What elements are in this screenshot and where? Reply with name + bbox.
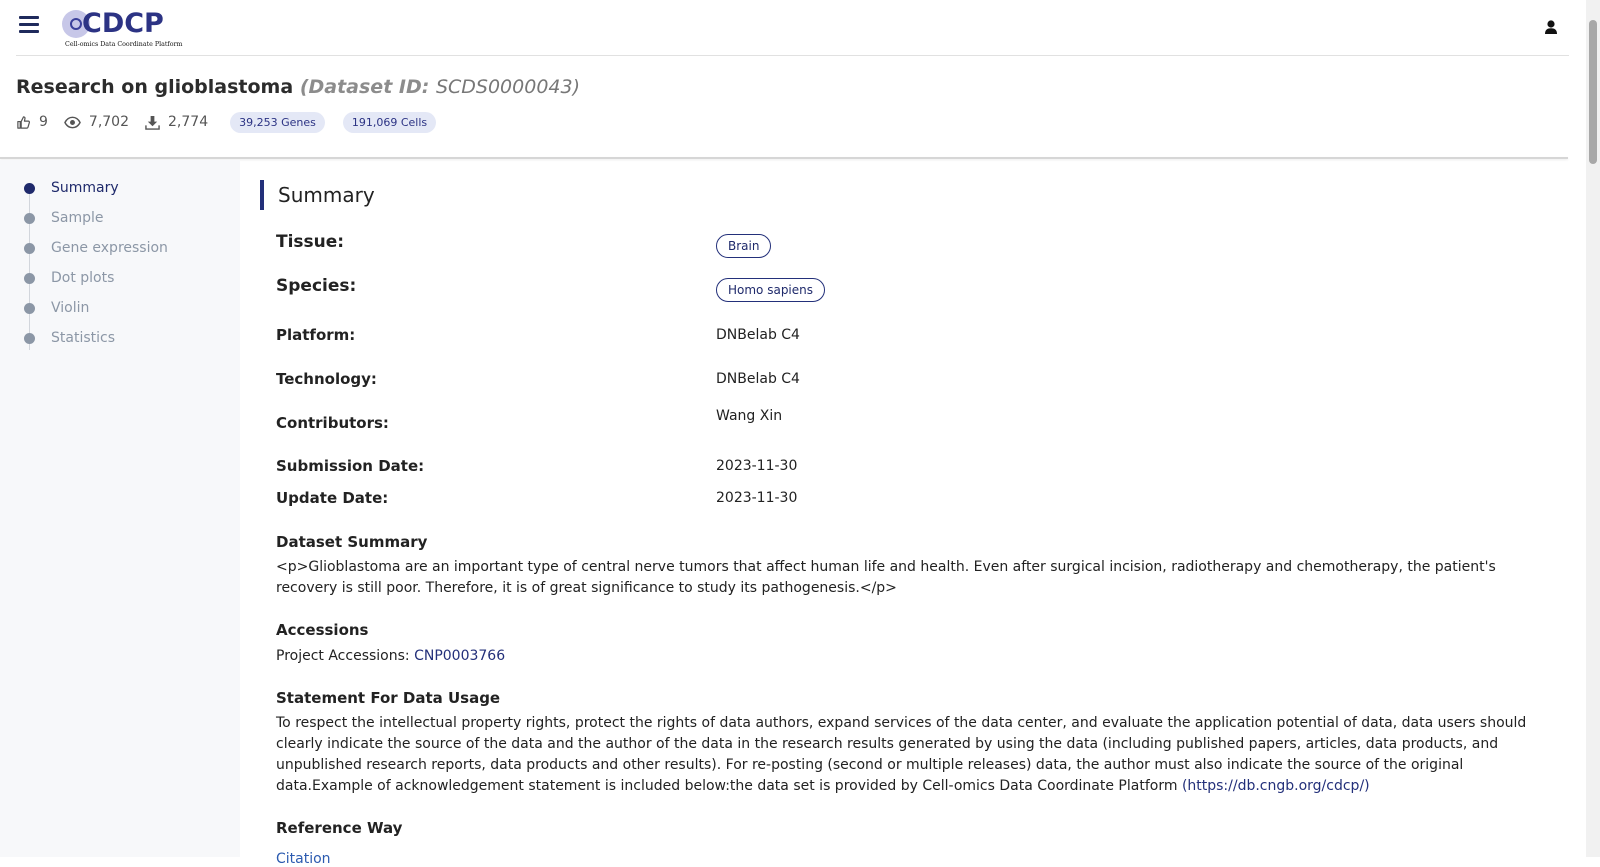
sidebar-item-summary[interactable] bbox=[24, 177, 119, 199]
sidebar-item-sample[interactable] bbox=[24, 207, 104, 229]
dataset-title: Research on glioblastoma bbox=[16, 76, 294, 98]
platform-label: Platform: bbox=[276, 326, 356, 344]
sidebar-item-violin[interactable] bbox=[24, 297, 89, 319]
thumbs-up-icon bbox=[16, 115, 31, 130]
statement-title: Statement For Data Usage bbox=[276, 689, 501, 707]
main-content bbox=[260, 160, 1550, 867]
dataset-id-label: (Dataset ID: bbox=[299, 76, 430, 98]
logo-text: CDCP bbox=[82, 8, 164, 39]
bullet-icon bbox=[24, 303, 35, 314]
dataset-summary-title: Dataset Summary bbox=[276, 533, 428, 551]
sidebar-item-label: Violin bbox=[51, 300, 90, 316]
scrollbar[interactable] bbox=[1586, 0, 1600, 857]
reference-way-title: Reference Way bbox=[276, 819, 403, 837]
technology-value: DNBelab C4 bbox=[716, 371, 800, 387]
sidebar-item-label: Statistics bbox=[51, 330, 115, 346]
sidebar-item-gene-expression[interactable] bbox=[24, 237, 168, 259]
sidebar bbox=[0, 160, 240, 857]
project-accession-link[interactable]: CNP0003766 bbox=[414, 648, 506, 664]
dataset-id-value: SCDS0000043) bbox=[435, 76, 581, 98]
hamburger-menu-icon[interactable] bbox=[17, 16, 41, 38]
likes-stat[interactable] bbox=[16, 114, 48, 130]
page-title bbox=[16, 76, 580, 98]
header-divider bbox=[0, 157, 1568, 159]
citation-link[interactable]: Citation bbox=[276, 851, 331, 867]
sidebar-item-label: Sample bbox=[51, 210, 104, 226]
statement-text bbox=[276, 713, 1546, 797]
update-date-label: Update Date: bbox=[276, 489, 389, 507]
project-accessions-label: Project Accessions: bbox=[276, 648, 410, 664]
species-label: Species: bbox=[276, 276, 357, 296]
bullet-icon bbox=[24, 183, 35, 194]
statement-body: To respect the intellectual property rights, protect the rights of data authors, expand services of the data center, and evaluate the application potential of data, data users should clearly indicate the source of the data and the author of the data in the research results generated by using the data (including published papers, articles, data products, and unpublished research reports, data products and other results). For re-posting (second or multiple releases) data, the author must also indicate the source of the original data.Example of acknowledgement statement is included below:the data set is provided by Cell-omics Data Coordinate Platform bbox=[276, 715, 1527, 794]
sidebar-item-label: Gene expression bbox=[51, 240, 168, 256]
project-accessions bbox=[276, 646, 1546, 667]
sidebar-item-label: Dot plots bbox=[51, 270, 115, 286]
species-tag[interactable]: Homo sapiens bbox=[716, 278, 825, 302]
bullet-icon bbox=[24, 273, 35, 284]
sidebar-item-label: Summary bbox=[51, 180, 119, 196]
scrollbar-thumb[interactable] bbox=[1589, 20, 1597, 164]
contributors-label: Contributors: bbox=[276, 414, 389, 432]
platform-value: DNBelab C4 bbox=[716, 327, 800, 343]
eye-icon bbox=[64, 115, 81, 130]
submission-date-label: Submission Date: bbox=[276, 457, 425, 475]
sidebar-item-dot-plots[interactable] bbox=[24, 267, 114, 289]
top-bar bbox=[0, 0, 1568, 56]
logo[interactable] bbox=[62, 8, 183, 50]
technology-label: Technology: bbox=[276, 370, 377, 388]
genes-badge: 39,253 Genes bbox=[230, 112, 325, 133]
accessions-title: Accessions bbox=[276, 621, 369, 639]
views-stat bbox=[64, 114, 129, 130]
cells-badge: 191,069 Cells bbox=[343, 112, 436, 133]
update-date-value: 2023-11-30 bbox=[716, 490, 798, 506]
likes-count: 9 bbox=[39, 114, 48, 130]
tissue-tag[interactable]: Brain bbox=[716, 234, 771, 258]
dataset-summary-text: <p>Glioblastoma are an important type of central nerve tumors that affect human life and health. Even after surgical incision, radiotherapy and chemotherapy, the patient's recovery is still poor. Therefore, it is of great significance to study its pathogenesis.</p> bbox=[276, 559, 1496, 596]
dataset-header bbox=[0, 56, 1568, 160]
bullet-icon bbox=[24, 243, 35, 254]
user-icon[interactable] bbox=[1542, 18, 1560, 36]
views-count: 7,702 bbox=[88, 114, 130, 130]
sidebar-item-statistics[interactable] bbox=[24, 327, 115, 349]
bullet-icon bbox=[24, 333, 35, 344]
section-title: Summary bbox=[260, 180, 375, 210]
contributors-value: Wang Xin bbox=[716, 408, 783, 424]
download-icon bbox=[145, 115, 160, 130]
downloads-count: 2,774 bbox=[168, 114, 209, 130]
submission-date-value: 2023-11-30 bbox=[716, 458, 798, 474]
cdcp-url-link[interactable]: (https://db.cngb.org/cdcp/) bbox=[1181, 778, 1370, 794]
dataset-stats bbox=[16, 111, 454, 133]
bullet-icon bbox=[24, 213, 35, 224]
logo-subtitle: Cell-omics Data Coordinate Platform bbox=[65, 41, 183, 48]
downloads-stat bbox=[145, 114, 208, 130]
tissue-label: Tissue: bbox=[276, 232, 345, 252]
